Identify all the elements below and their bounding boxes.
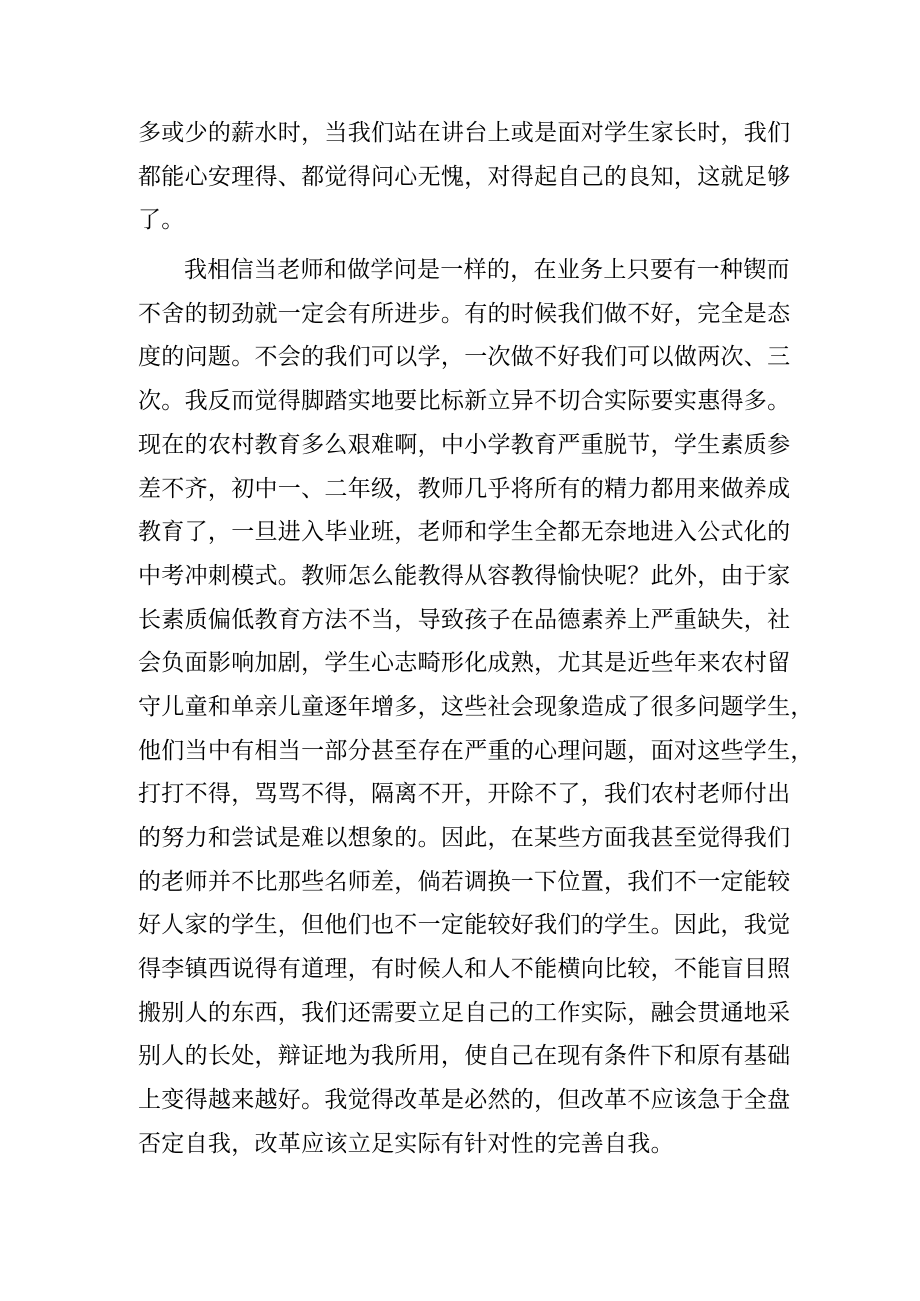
text-line: 得李镇西说得有道理，有时候人和人不能横向比较，不能盲目照 bbox=[138, 956, 791, 983]
text-line: 了。 bbox=[138, 207, 185, 234]
text-line: 的努力和尝试是难以想象的。因此，在某些方面我甚至觉得我们 bbox=[138, 825, 791, 851]
text-line: 他们当中有相当一部分甚至存在严重的心理问题，面对这些学生， bbox=[138, 737, 814, 764]
text-line: 搬别人的东西，我们还需要立足自己的工作实际，融会贯通地采 bbox=[138, 999, 791, 1026]
text-line: 长素质偏低教育方法不当，导致孩子在品德素养上严重缺失，社 bbox=[138, 606, 791, 633]
paragraph-1 bbox=[138, 112, 791, 243]
text-line: 多或少的薪水时，当我们站在讲台上或是面对学生家长时，我们 bbox=[138, 120, 791, 146]
text-line: 守儿童和单亲儿童逐年增多，这些社会现象造成了很多问题学生， bbox=[138, 693, 814, 720]
document-body bbox=[138, 112, 814, 1167]
text-line: 度的问题。不会的我们可以学，一次做不好我们可以做两次、三 bbox=[138, 344, 791, 371]
text-line: 差不齐，初中一、二年级，教师几乎将所有的精力都用来做养成 bbox=[138, 475, 791, 502]
text-line: 现在的农村教育多么艰难啊，中小学教育严重脱节，学生素质参 bbox=[138, 431, 791, 458]
text-line: 次。我反而觉得脚踏实地要比标新立异不切合实际要实惠得多。 bbox=[138, 388, 791, 415]
text-line: 不舍的韧劲就一定会有所进步。有的时候我们做不好，完全是态 bbox=[138, 300, 791, 327]
text-line: 别人的长处，辩证地为我所用，使自己在现有条件下和原有基础 bbox=[138, 1043, 791, 1070]
text-line: 教育了，一旦进入毕业班，老师和学生全都无奈地进入公式化的 bbox=[138, 519, 791, 546]
text-line: 好人家的学生，但他们也不一定能较好我们的学生。因此，我觉 bbox=[138, 912, 791, 939]
text-line: 中考冲刺模式。教师怎么能教得从容教得愉快呢？此外，由于家 bbox=[138, 562, 791, 589]
text-line: 上变得越来越好。我觉得改革是必然的，但改革不应该急于全盘 bbox=[138, 1087, 791, 1114]
text-line: 会负面影响加剧，学生心志畸形化成熟，尤其是近些年来农村留 bbox=[138, 650, 791, 677]
text-line: 打打不得，骂骂不得，隔离不开，开除不了，我们农村老师付出 bbox=[138, 781, 791, 808]
text-line: 的老师并不比那些名师差，倘若调换一下位置，我们不一定能较 bbox=[138, 868, 791, 895]
text-line: 都能心安理得、都觉得问心无愧，对得起自己的良知，这就足够 bbox=[138, 163, 791, 190]
text-line: 我相信当老师和做学问是一样的，在业务上只要有一种锲而 bbox=[184, 257, 790, 284]
text-line: 否定自我，改革应该立足实际有针对性的完善自我。 bbox=[138, 1130, 674, 1157]
paragraph-2 bbox=[138, 249, 814, 1166]
